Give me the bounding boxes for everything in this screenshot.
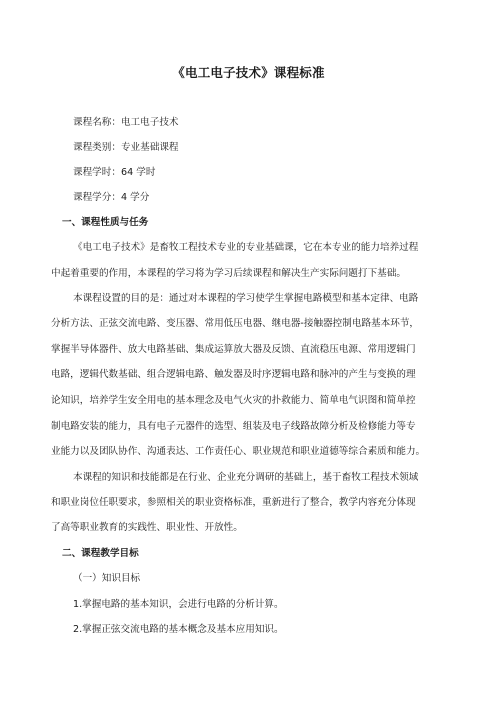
section-heading-1: 一、课程性质与任务 bbox=[62, 217, 149, 228]
section-heading-2: 二、课程教学目标 bbox=[62, 548, 139, 559]
list-item: 2.掌握正弦交流电路的基本概念及基本应用知识。 bbox=[73, 624, 284, 635]
paragraph-line: 业能力以及团队协作、沟通表达、工作责任心、职业规范和职业道德等综合素质和能力。 bbox=[51, 446, 426, 457]
subsection-heading: （一）知识目标 bbox=[73, 573, 141, 584]
paragraph-line: 了高等职业教育的实践性、职业性、开放性。 bbox=[51, 522, 243, 533]
paragraph-line: 论知识，培养学生安全用电的基本理念及电气火灾的扑救能力、简单电气识图和简单控 bbox=[51, 395, 416, 406]
paragraph-line: 制电路安装的能力，具有电子元器件的选型、组装及电子线路故障分析及检修能力等专 bbox=[51, 421, 416, 432]
course-category: 课程类别：专业基础课程 bbox=[73, 142, 179, 153]
paragraph-line: 本课程的知识和技能都是在行业、企业充分调研的基础上，基于畜牧工程技术领域 bbox=[73, 472, 419, 483]
course-name: 课程名称：电工电子技术 bbox=[73, 117, 179, 128]
paragraph-line: 本课程设置的目的是：通过对本课程的学习使学生掌握电路模型和基本定律、电路 bbox=[73, 293, 419, 304]
paragraph-line: 《电工电子技术》是畜牧工程技术专业的专业基础课，它在本专业的能力培养过程 bbox=[73, 242, 419, 253]
paragraph-line: 分析方法、正弦交流电路、变压器、常用低压电器、继电器-接触器控制电路基本环节， bbox=[51, 318, 420, 329]
document-title: 《电工电子技术》课程标准 bbox=[172, 65, 325, 80]
course-credits: 课程学分：4 学分 bbox=[73, 192, 150, 203]
paragraph-line: 中起着重要的作用，本课程的学习将为学习后续课程和解决生产实际问题打下基础。 bbox=[51, 268, 406, 279]
paragraph-line: 掌握半导体器件、放大电路基础、集成运算放大器及反馈、直流稳压电源、常用逻辑门 bbox=[51, 344, 416, 355]
course-hours: 课程学时：64 学时 bbox=[73, 167, 156, 178]
paragraph-line: 电路，逻辑代数基础、组合逻辑电路、触发器及时序逻辑电路和脉冲的产生与变换的理 bbox=[51, 369, 416, 380]
list-item: 1.掌握电路的基本知识，会进行电路的分析计算。 bbox=[73, 599, 284, 610]
paragraph-line: 和职业岗位任职要求，参照相关的职业资格标准，重新进行了整合，教学内容充分体现 bbox=[51, 497, 416, 508]
